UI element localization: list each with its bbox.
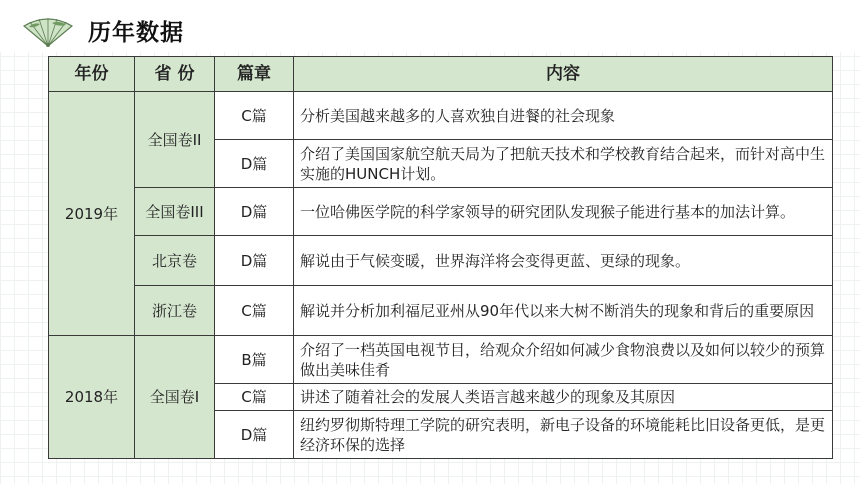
year-cell: 2019年	[49, 92, 135, 336]
table-row	[49, 92, 833, 140]
section-cell: B篇	[215, 336, 294, 384]
content-cell: 解说并分析加利福尼亚州从90年代以来大树不断消失的现象和背后的重要原因	[294, 286, 833, 336]
section-cell: C篇	[215, 286, 294, 336]
table-header-row	[49, 57, 833, 92]
province-cell: 全国卷III	[135, 188, 215, 236]
header-content: 内容	[294, 57, 833, 92]
section-cell: D篇	[215, 411, 294, 459]
header-year: 年份	[49, 57, 135, 92]
folding-fan-icon	[22, 18, 74, 48]
table-row	[49, 188, 833, 236]
province-cell: 全国卷II	[135, 92, 215, 188]
table-row	[49, 286, 833, 336]
content-cell: 解说由于气候变暖，世界海洋将会变得更蓝、更绿的现象。	[294, 236, 833, 286]
header-section: 篇章	[215, 57, 294, 92]
province-cell: 浙江卷	[135, 286, 215, 336]
history-data-table	[48, 56, 833, 459]
section-cell: D篇	[215, 140, 294, 188]
province-cell: 全国卷I	[135, 336, 215, 459]
section-cell: C篇	[215, 384, 294, 411]
content-cell: 纽约罗彻斯特理工学院的研究表明，新电子设备的环境能耗比旧设备更低，是更经济环保的选择	[294, 411, 833, 459]
content-cell: 介绍了美国国家航空航天局为了把航天技术和学校教育结合起来，而针对高中生实施的HUNCH计划。	[294, 140, 833, 188]
section-cell: D篇	[215, 236, 294, 286]
content-cell: 介绍了一档英国电视节目，给观众介绍如何减少食物浪费以及如何以较少的预算做出美味佳肴	[294, 336, 833, 384]
header-bar	[0, 0, 860, 52]
page-title: 历年数据	[88, 20, 184, 46]
section-cell: C篇	[215, 92, 294, 140]
content-cell: 讲述了随着社会的发展人类语言越来越少的现象及其原因	[294, 384, 833, 411]
table-row	[49, 236, 833, 286]
content-cell: 一位哈佛医学院的科学家领导的研究团队发现猴子能进行基本的加法计算。	[294, 188, 833, 236]
province-cell: 北京卷	[135, 236, 215, 286]
year-cell: 2018年	[49, 336, 135, 459]
header-province: 省 份	[135, 57, 215, 92]
section-cell: D篇	[215, 188, 294, 236]
table-row	[49, 336, 833, 384]
content-cell: 分析美国越来越多的人喜欢独自进餐的社会现象	[294, 92, 833, 140]
